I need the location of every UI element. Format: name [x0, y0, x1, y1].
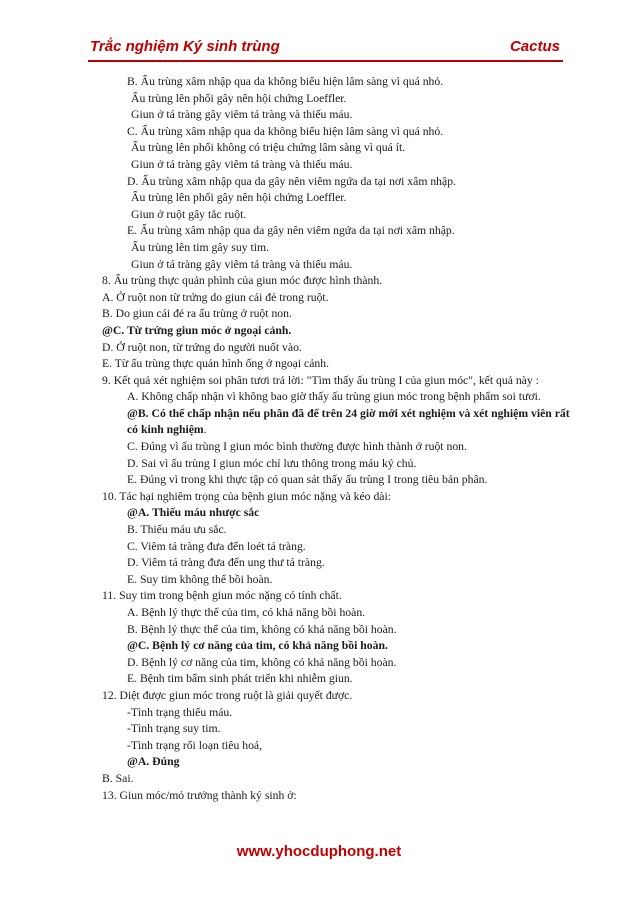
- answer-option: C. Ấu trùng xâm nhập qua da không biểu hiện lâm sàng vì quá nhỏ.: [127, 124, 444, 138]
- answer-detail: Ấu trùng lên phổi không có triệu chứng lâm sàng vì quá ít.: [131, 141, 406, 155]
- answer-option: B. Do giun cái đẻ ra ấu trùng ở ruột non.: [102, 307, 292, 321]
- question-10: 10. Tác hại nghiêm trọng của bệnh giun móc nặng và kéo dài:: [102, 489, 391, 503]
- answer-option: E. Từ ấu trùng thực quản hình ống ở ngoại cảnh.: [102, 357, 330, 371]
- answer-option: D. Viêm tá tràng đưa đến ung thư tá tràng.: [127, 556, 325, 570]
- answer-detail: Giun ở ruột gây tắc ruột.: [131, 207, 247, 221]
- answer-option: E. Bệnh tim bẩm sinh phát triển khi nhiễm giun.: [127, 672, 353, 686]
- question-12: 12. Diệt được giun móc trong ruột là giải quyết được.: [102, 688, 353, 702]
- answer-option: E. Đúng vì trong khi thực tập có quan sát thấy ấu trùng I trong tiêu bản phân.: [127, 473, 488, 487]
- answer-option: E. Ấu trùng xâm nhập qua da gây nên viêm ngứa da tại nơi xâm nhập.: [127, 224, 455, 238]
- correct-answer-period: .: [203, 423, 207, 437]
- answer-option: D. Sai vì ấu trùng I giun móc chỉ lưu thông trong máu ký chủ.: [127, 456, 417, 470]
- correct-answer-text: @B. Có thể chấp nhận nếu phân đã để trên 24 giờ mới xét nghiệm và xét nghiệm viên rất có kinh nghiệm: [127, 406, 570, 437]
- header-author: Cactus: [509, 38, 560, 55]
- correct-answer: [102, 406, 572, 439]
- answer-option: B. Thiếu máu ưu sắc.: [127, 523, 227, 537]
- document-body: [102, 74, 572, 804]
- answer-option: D. Ở ruột non, từ trứng do người nuốt vào.: [102, 340, 302, 354]
- answer-detail: Ấu trùng lên phổi gây nên hội chứng Loeffler.: [131, 91, 347, 105]
- answer-option: B. Bệnh lý thực thể của tim, không có khả năng bồi hoàn.: [127, 622, 397, 636]
- answer-option: C. Đúng vì ấu trùng I giun móc bình thường được hình thành ở ruột non.: [127, 440, 467, 454]
- answer-option: A. Ở ruột non từ trứng do giun cái đẻ trong ruột.: [102, 290, 329, 304]
- header-divider: [88, 60, 563, 62]
- question-8: 8. Ấu trùng thực quản phình của giun móc được hình thành.: [102, 274, 383, 288]
- answer-option: D. Bệnh lý cơ năng của tim, không có khả năng bồi hoàn.: [127, 655, 397, 669]
- answer-detail: Giun ở tá tràng gây viêm tá tràng và thiếu máu.: [131, 108, 353, 122]
- answer-option: E. Suy tim không thể bồi hoàn.: [127, 572, 273, 586]
- answer-detail: Giun ở tá tràng gây viêm tá tràng và thiếu máu.: [131, 157, 353, 171]
- answer-detail: Ấu trùng lên phổi gây nên hội chứng Loeffler.: [131, 191, 347, 205]
- question-11: 11. Suy tim trong bệnh giun móc nặng có tính chất.: [102, 589, 342, 603]
- question-item: -Tình trạng rối loạn tiêu hoá,: [127, 738, 263, 752]
- answer-option: C. Viêm tá tràng đưa đến loét tá tràng.: [127, 539, 306, 553]
- answer-option: B. Ấu trùng xâm nhập qua da không biểu hiện lâm sàng vì quá nhỏ.: [127, 75, 444, 88]
- correct-answer: @A. Đúng: [127, 755, 180, 769]
- answer-option: A. Bệnh lý thực thể của tim, có khả năng bồi hoàn.: [127, 606, 366, 619]
- correct-answer: @C. Bệnh lý cơ năng của tim, có khả năng bồi hoàn.: [127, 639, 388, 653]
- question-9: 9. Kết quả xét nghiệm soi phân tươi trả lời: "Tìm thấy ấu trùng I của giun móc", kết quả này :: [102, 373, 539, 387]
- question-13: 13. Giun móc/mỏ trưởng thành ký sinh ở:: [102, 788, 297, 802]
- correct-answer: @A. Thiếu máu nhược sắc: [127, 506, 260, 520]
- answer-option: B. Sai.: [102, 771, 134, 785]
- answer-detail: Ấu trùng lên tim gây suy tim.: [131, 240, 269, 254]
- answer-detail: Giun ở tá tràng gây viêm tá tràng và thiếu máu.: [131, 257, 353, 271]
- answer-option: A. Không chấp nhận vì không bao giờ thấy ấu trùng giun móc trong bệnh phẩm soi tươi.: [127, 390, 541, 404]
- question-item: -Tình trạng suy tim.: [127, 722, 221, 736]
- header-title: Trắc nghiệm Ký sinh trùng: [90, 38, 280, 55]
- correct-answer: @C. Từ trứng giun móc ở ngoại cảnh.: [102, 323, 292, 337]
- footer-url[interactable]: www.yhocduphong.net: [236, 843, 402, 860]
- question-item: -Tình trạng thiếu máu.: [127, 705, 233, 719]
- answer-option: D. Ấu trùng xâm nhập qua da gây nên viêm ngứa da tại nơi xâm nhập.: [127, 174, 456, 188]
